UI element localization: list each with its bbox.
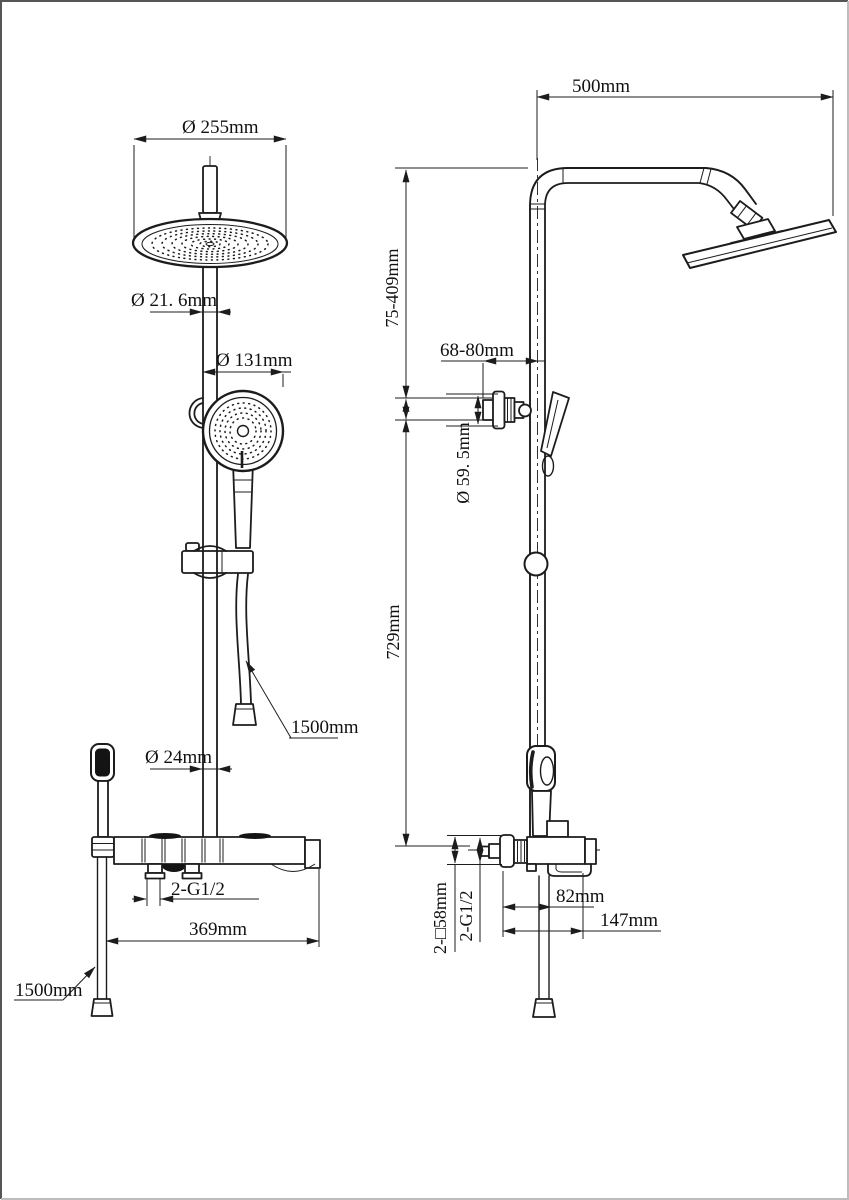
dim-lower-pipe-diameter: Ø 24mm — [145, 747, 213, 768]
dim-hand-shower-diameter: Ø 131mm — [216, 350, 293, 371]
dim-escutcheon-square: 2-□58mm — [430, 882, 450, 954]
dim-inlet-threads: 2-G1/2 — [171, 879, 225, 900]
side-dimensions — [382, 76, 833, 954]
dim-head-height-range: 75-409mm — [382, 248, 402, 328]
dim-spout-reach: 82mm — [556, 886, 605, 907]
dim-head-diameter: Ø 255mm — [182, 117, 259, 138]
wand-head — [95, 749, 110, 777]
dim-wall-offset-range: 68-80mm — [440, 340, 514, 361]
dim-arm-reach: 500mm — [572, 76, 631, 97]
wand-hose-connector — [92, 999, 113, 1016]
slider-knob — [525, 553, 548, 576]
dim-shower-hose-length: 1500mm — [291, 717, 359, 738]
dim-wand-hose-length: 1500mm — [15, 980, 83, 1001]
shower-arm — [203, 166, 217, 213]
hand-shower-handle — [233, 462, 253, 548]
wand-sprayer — [91, 744, 114, 1016]
hose-connector — [533, 999, 555, 1017]
valve-body — [114, 833, 320, 879]
rain-shower-head — [133, 219, 287, 267]
wand-dock — [547, 821, 568, 837]
control-knob — [239, 833, 271, 839]
wall-escutcheon — [500, 835, 514, 867]
front-view — [14, 117, 359, 1016]
riser-arm-inner — [545, 183, 737, 840]
sheet-border-light — [1, 1, 848, 1199]
inlet-stub — [185, 864, 199, 873]
hose-connector — [233, 704, 256, 725]
shower-hose — [233, 574, 256, 725]
spout-lip — [548, 864, 591, 876]
valve-end-cap — [305, 840, 320, 868]
wall-bracket — [483, 392, 531, 429]
dim-escutcheon-diameter: Ø 59. 5mm — [453, 422, 473, 504]
dim-body-depth: 147mm — [600, 910, 659, 931]
pipe-joints — [530, 168, 711, 209]
hand-shower-holder — [189, 398, 203, 428]
inlet-stub — [148, 864, 162, 873]
dim-valve-body-width: 369mm — [189, 919, 248, 940]
control-knob — [149, 833, 181, 839]
riser-arm-outer — [530, 168, 756, 840]
dim-riser-length: 729mm — [383, 604, 403, 660]
valve-body-profile — [480, 821, 596, 1017]
escutcheon — [493, 392, 505, 429]
drain-arc — [161, 864, 187, 872]
sheet-border-dark — [1, 1, 848, 1199]
dim-connection-threads: 2-G1/2 — [456, 890, 476, 942]
dim-pipe-diameter: Ø 21. 6mm — [131, 290, 218, 311]
side-view — [382, 76, 836, 1017]
wand-connector — [92, 837, 114, 857]
